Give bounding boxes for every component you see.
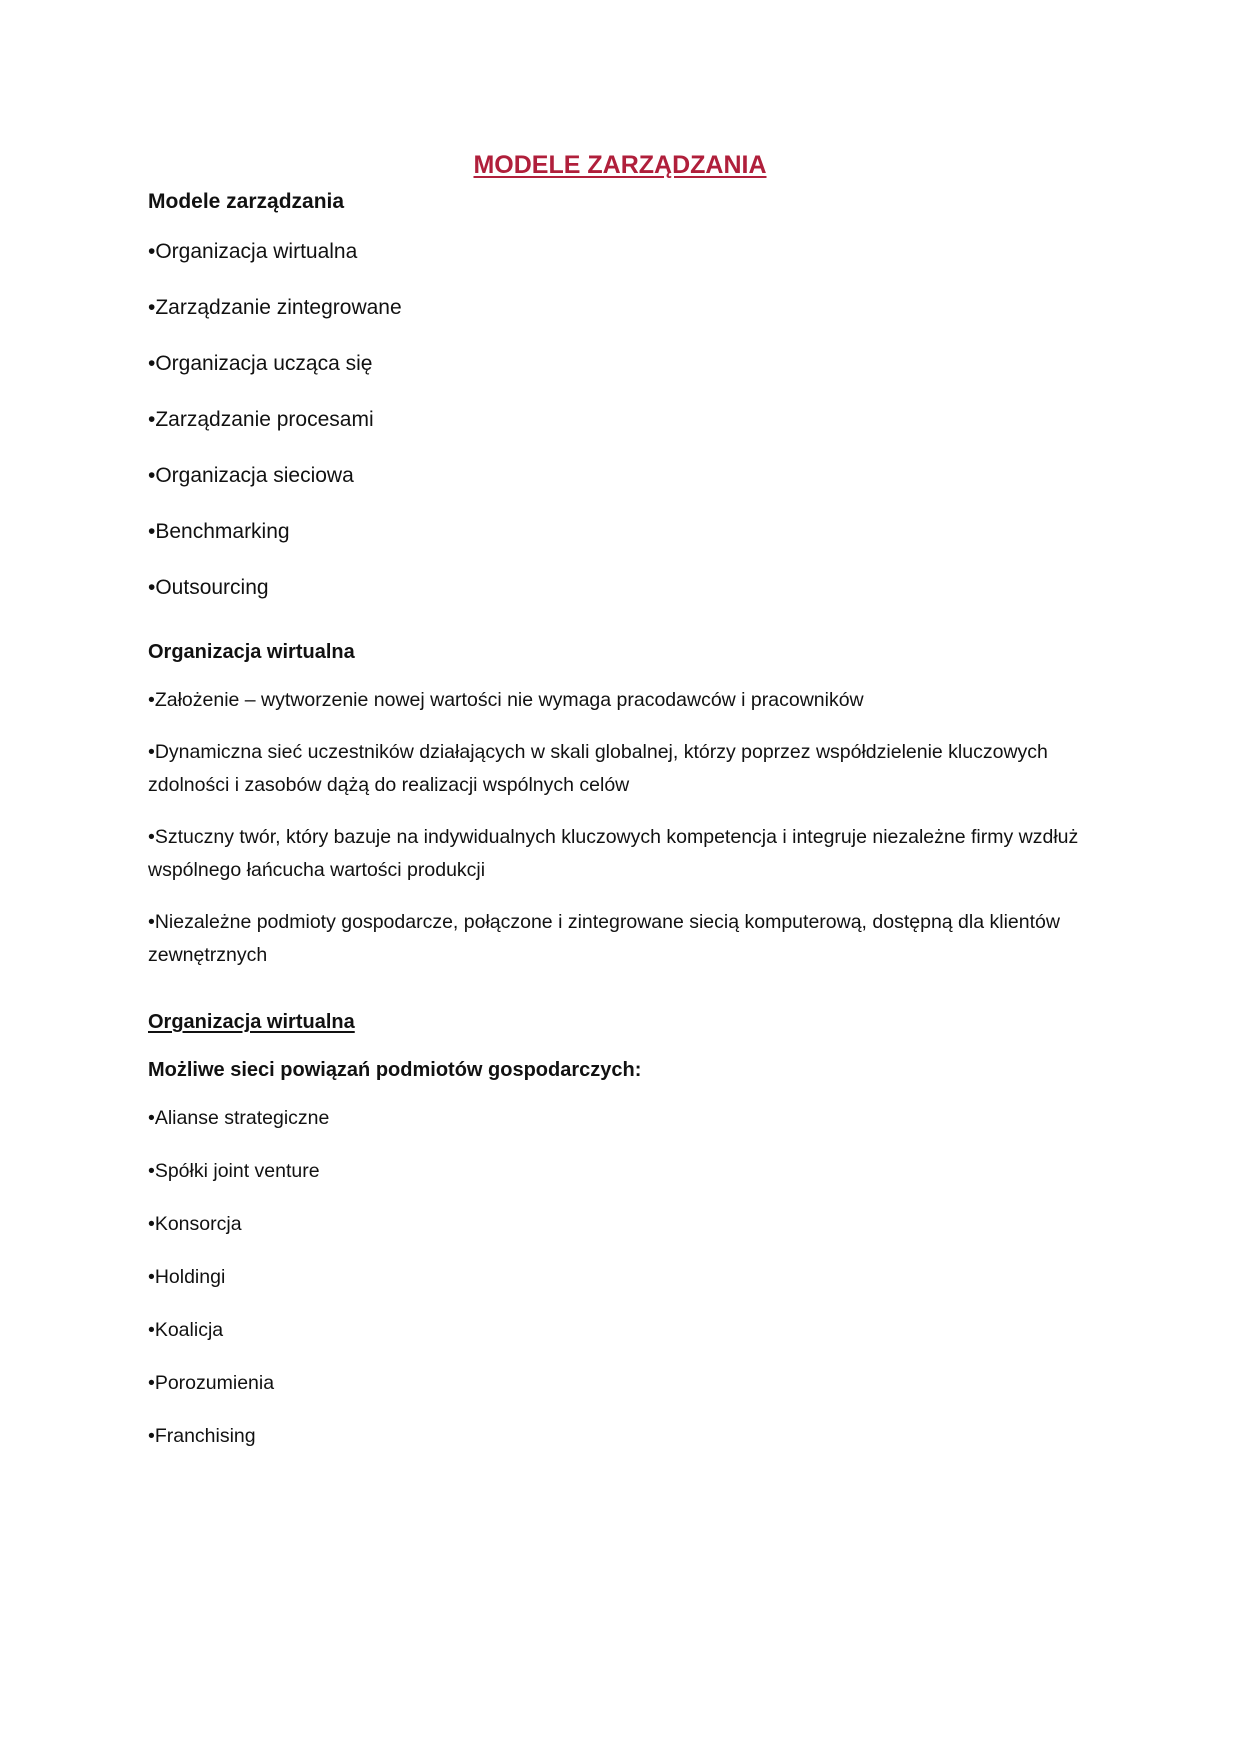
list-item: •Konsorcja bbox=[148, 1213, 242, 1235]
list-item: •Alianse strategiczne bbox=[148, 1107, 330, 1129]
virtual-organization-list bbox=[148, 684, 1098, 972]
list-item: •Dynamiczna sieć uczestników działających w skali globalnej, którzy poprzez współdzielenie kluczowych zdolności i zasobów dążą do realizacji wspólnych celów bbox=[148, 741, 1048, 796]
list-item: •Outsourcing bbox=[148, 576, 269, 599]
list-item: •Spółki joint venture bbox=[148, 1160, 320, 1182]
list-item: •Niezależne podmioty gospodarcze, połączone i zintegrowane siecią komputerową, dostępną dla klientów zewnętrznych bbox=[148, 911, 1060, 966]
list-item: •Benchmarking bbox=[148, 520, 290, 543]
section-subheading: Możliwe sieci powiązań podmiotów gospodarczych: bbox=[148, 1059, 642, 1081]
list-item: •Organizacja wirtualna bbox=[148, 240, 358, 263]
list-item: •Sztuczny twór, który bazuje na indywidualnych kluczowych kompetencja i integruje niezależne firmy wzdłuż wspólnego łańcucha wartości produkcji bbox=[148, 826, 1079, 881]
list-item: •Franchising bbox=[148, 1425, 256, 1447]
list-item: •Zarządzanie zintegrowane bbox=[148, 296, 402, 319]
models-list bbox=[148, 237, 1098, 603]
list-item: •Holdingi bbox=[148, 1266, 226, 1288]
section-heading: Organizacja wirtualna bbox=[148, 1011, 355, 1033]
list-item: •Założenie – wytworzenie nowej wartości nie wymaga pracodawców i pracowników bbox=[148, 689, 864, 711]
list-item: •Organizacja ucząca się bbox=[148, 352, 373, 375]
section-virtual-organization-networks bbox=[148, 1008, 1098, 1473]
list-item: •Porozumienia bbox=[148, 1372, 275, 1394]
document-title: MODELE ZARZĄDZANIA bbox=[473, 151, 767, 179]
section-virtual-organization bbox=[148, 638, 1098, 991]
section-heading: Modele zarządzania bbox=[148, 190, 345, 213]
section-heading: Organizacja wirtualna bbox=[148, 641, 355, 663]
list-item: •Organizacja sieciowa bbox=[148, 464, 354, 487]
list-item: •Koalicja bbox=[148, 1319, 224, 1341]
section-models bbox=[148, 187, 1098, 629]
networks-list bbox=[148, 1102, 1098, 1453]
list-item: •Zarządzanie procesami bbox=[148, 408, 374, 431]
